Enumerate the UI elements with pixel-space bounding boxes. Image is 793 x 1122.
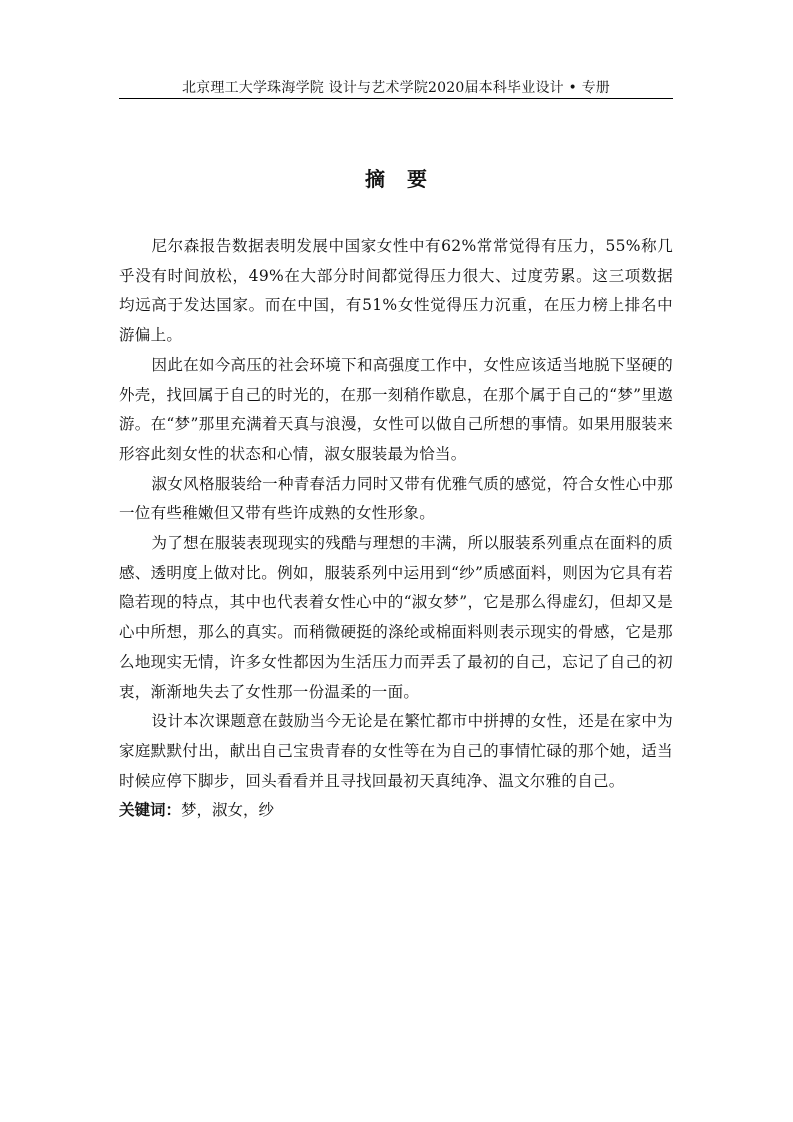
abstract-paragraph-3: 淑女风格服装给一种青春活力同时又带有优雅气质的感觉，符合女性心中那一位有些稚嫩但又带有些许成熟的女性形象。 [119, 474, 673, 523]
running-header: 北京理工大学珠海学院 设计与艺术学院2020届本科毕业设计 • 专册 [181, 80, 611, 96]
keywords-label: 关键词： [119, 801, 182, 820]
header-rule [119, 98, 673, 99]
abstract-paragraph-4: 为了想在服装表现现实的残酷与理想的丰满，所以服装系列重点在面料的质感、透明度上做对比。例如，服装系列中运用到“纱”质感面料，则因为它具有若隐若现的特点，其中也代表着女性心中的“淑女梦”，它是那么得虚幻，但却又是心中所想，那么的真实。而稍微硬挺的涤纶或棉面料则表示现实的骨感，它是那么地现实无情，许多女性都因为生活压力而弄丢了最初的自己，忘记了自己的初衷，渐渐地失去了女性那一份温柔的一面。 [119, 534, 673, 701]
keywords-list: 梦，淑女，纱 [181, 801, 275, 820]
keywords-line [119, 796, 673, 826]
abstract-body [119, 232, 673, 826]
abstract-paragraph-2: 因此在如今高压的社会环境下和高强度工作中，女性应该适当地脱下坚硬的外壳，找回属于自己的时光的，在那一刻稍作歇息，在那个属于自己的“梦”里遨游。在“梦”那里充满着天真与浪漫，女性可以做自己所想的事情。如果用服装来形容此刻女性的状态和心情，淑女服装最为恰当。 [119, 355, 673, 463]
abstract-paragraph-5: 设计本次课题意在鼓励当今无论是在繁忙都市中拼搏的女性，还是在家中为家庭默默付出，献出自己宝贵青春的女性等在为自己的事情忙碌的那个她，适当时候应停下脚步，回头看看并且寻找回最初天真纯净、温文尔雅的自己。 [119, 712, 673, 790]
abstract-paragraph-1: 尼尔森报告数据表明发展中国家女性中有62%常常觉得有压力，55%称几乎没有时间放松，49%在大部分时间都觉得压力很大、过度劳累。这三项数据均远高于发达国家。而在中国，有51%女性觉得压力沉重，在压力榜上排名中游偏上。 [119, 237, 673, 345]
abstract-title: 摘要 [365, 167, 449, 191]
